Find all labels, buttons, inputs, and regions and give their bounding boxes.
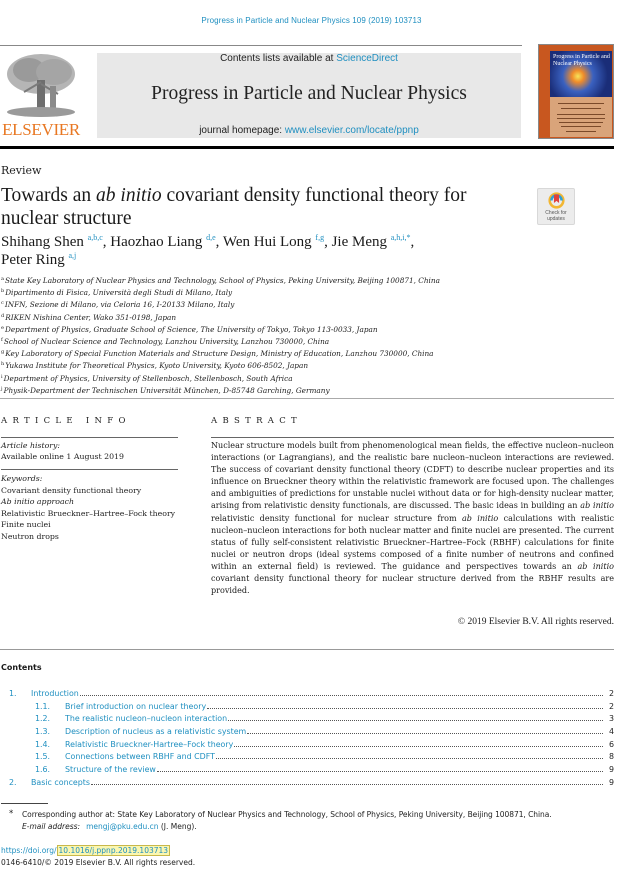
toc-entry-page: 2 [608, 689, 614, 698]
author-separator: , [410, 234, 415, 250]
doi-prefix-link[interactable]: https://doi.org/ [1, 846, 57, 855]
toc-entry-title[interactable]: Basic concepts [31, 777, 90, 787]
abstract-divider [211, 437, 614, 438]
email-link[interactable]: mengj@pku.edu.cn [86, 822, 159, 831]
toc-dot-leader [216, 753, 603, 759]
author-list [1, 233, 471, 269]
footnote-marker: * [9, 809, 14, 819]
check-for-updates-button[interactable] [537, 188, 575, 225]
abstract-italic-segment: ab initio [577, 561, 614, 571]
info-divider [1, 469, 178, 470]
affiliation-item [1, 372, 601, 384]
info-divider [1, 437, 178, 438]
toc-entry-number: 1.6. [35, 765, 51, 775]
journal-homepage-line [97, 125, 521, 136]
affiliation-key: b [1, 288, 5, 295]
contents-prefix: Contents lists available at [220, 53, 337, 64]
email-suffix: (J. Meng). [158, 822, 197, 831]
toc-entry-title[interactable]: Relativistic Brueckner-Hartree–Fock theory [65, 739, 234, 749]
masthead-divider [0, 146, 614, 149]
top-rule [0, 45, 522, 46]
toc-entry-number: 1.3. [35, 727, 51, 737]
affiliation-text: Physik-Department der Technischen Universität München, D-85748 Garching, Germany [3, 385, 330, 395]
toc-dot-leader [80, 690, 603, 696]
title-part: covariant density functional theory for nuclear structure [1, 185, 467, 229]
elsevier-wordmark: ELSEVIER [2, 120, 80, 139]
toc-entry[interactable] [0, 778, 614, 791]
abstract-copyright: © 2019 Elsevier B.V. All rights reserved. [457, 617, 614, 627]
keyword-item: Finite nuclei [1, 520, 51, 530]
toc-entry-title[interactable]: Connections between RBHF and CDFT [65, 752, 215, 762]
toc-entry[interactable] [0, 714, 614, 727]
article-type: Review [1, 164, 42, 177]
author-separator: , [102, 234, 111, 250]
affiliation-text: Department of Physics, University of Stellenbosch, Stellenbosch, South Africa [3, 373, 293, 383]
abstract-italic-segment: ab initio [461, 513, 499, 523]
affiliation-text: Key Laboratory of Special Function Materials and Structure Design, Ministry of Education, Lanzhou 730000, China [5, 349, 434, 359]
keyword-item: Ab initio approach [1, 497, 74, 507]
abstract-segment: Nuclear structure models built from phenomenological mean fields, the effective nucleon–nucleon interactions (or Lagrangians), and the realistic bare nucleon–nucleon interactions are reviewed. The success of covariant density functional theory (CDFT) to describe nuclear properties and its influence on Brueckner theory within the relativistic framework are focused upon. The challenges and ambiguities of predictions for unstable nuclei without data or for high-density nuclear matter, arising from relativistic density functionals, are discussed. The basic ideas in building an [211, 441, 614, 511]
affiliation-item [1, 359, 601, 371]
affiliation-text: Dipartimento di Fisica, Università degli Studi di Milano, Italy [5, 288, 233, 298]
affiliation-key: d [1, 312, 5, 319]
abstract-heading: ABSTRACT [211, 416, 302, 426]
affiliation-item [1, 286, 601, 298]
affiliation-key: j [1, 385, 3, 392]
cover-text-line [557, 118, 605, 119]
affiliation-key: g [1, 349, 5, 356]
toc-entry-title[interactable]: Description of nucleus as a relativistic system [65, 727, 247, 737]
toc-entry-number: 1. [9, 689, 17, 698]
toc-entry[interactable] [0, 740, 614, 753]
author[interactable] [223, 234, 324, 250]
author-affiliation-refs[interactable]: d,e [206, 233, 216, 242]
toc-entry[interactable] [0, 727, 614, 740]
keywords-list [1, 485, 175, 542]
toc-entry[interactable] [0, 702, 614, 715]
abstract-segment: calculations with realistic nucleon–nucleon interactions for both nuclear matter and finite nuclei are presented. The current status of fully self-consistent relativistic Brueckner–Hartree–Fock (RBHF) calculations for finite nuclei or neutron drops (ideal systems composed of a finite number of neutrons and confined within an external field) is reviewed. The guidance and perspectives towards an [211, 513, 614, 571]
affiliation-key: i [1, 373, 3, 380]
author[interactable] [332, 234, 411, 250]
author-name: Haozhao Liang [110, 234, 203, 250]
author-affiliation-refs[interactable]: a,h,i,* [390, 233, 411, 242]
affiliation-text: INFN, Sezione di Milano, via Celoria 16, I-20133 Milano, Italy [4, 300, 235, 310]
toc-entry-page: 9 [608, 765, 614, 775]
homepage-prefix: journal homepage: [199, 125, 285, 136]
affiliation-text: School of Nuclear Science and Technology, Lanzhou University, Lanzhou 730000, China [3, 337, 330, 347]
elsevier-tree-icon [4, 52, 78, 118]
keyword-item: Covariant density functional theory [1, 486, 142, 495]
toc-entry-number: 1.4. [35, 739, 51, 749]
sciencedirect-link[interactable]: ScienceDirect [336, 53, 398, 64]
check-for-updates-label: Check for updates [545, 210, 567, 222]
toc-entry[interactable] [0, 689, 614, 702]
toc-dot-leader [247, 728, 603, 734]
article-title [1, 184, 521, 230]
journal-masthead [97, 53, 521, 138]
cover-text-line [558, 103, 604, 104]
toc-entry-title[interactable]: The realistic nucleon–nucleon interaction [65, 714, 228, 724]
author[interactable] [1, 252, 76, 268]
toc-entry[interactable] [0, 765, 614, 778]
crossmark-icon [548, 192, 565, 209]
affiliation-item [1, 274, 601, 286]
affiliation-text: Yukawa Institute for Theoretical Physics, Kyoto University, Kyoto 606-8502, Japan [5, 361, 309, 371]
toc-entry[interactable] [0, 752, 614, 765]
toc-entry-title[interactable]: Structure of the review [65, 765, 156, 775]
author-separator: , [215, 234, 223, 250]
toc-entry-number: 1.1. [35, 701, 51, 711]
affiliation-key: f [1, 337, 3, 344]
article-info-heading: ARTICLE INFO [1, 416, 131, 426]
affiliation-item [1, 347, 601, 359]
keyword-item: Relativistic Brueckner–Hartree–Fock theory [1, 508, 176, 518]
author-name: Wen Hui Long [222, 234, 312, 250]
email-line [22, 822, 197, 831]
doi-line [1, 846, 170, 855]
toc-entry-title[interactable]: Brief introduction on nuclear theory [65, 701, 207, 711]
affiliation-key: h [1, 361, 5, 368]
cover-panel [550, 51, 612, 137]
abstract-segment: relativistic density functional for nuclear structure from [211, 513, 462, 523]
toc-entry-page: 6 [608, 739, 614, 749]
affiliation-item [1, 311, 601, 323]
affiliation-item [1, 384, 601, 396]
cover-text-line [557, 114, 605, 115]
journal-title: Progress in Particle and Nuclear Physics [151, 83, 467, 104]
toc-dot-leader [234, 741, 603, 747]
author-affiliation-refs[interactable]: f,g [315, 233, 325, 242]
abstract-italic-segment: ab initio [580, 501, 614, 511]
toc-dot-leader [228, 715, 603, 721]
abstract-segment: covariant density functional theory for nuclear structure derived from the RBHF results are provided. [211, 574, 614, 596]
toc-entry-title[interactable]: Introduction [31, 689, 79, 698]
author-affiliation-refs[interactable]: a,b,c [87, 233, 103, 242]
elsevier-logo[interactable] [0, 52, 82, 140]
abstract-text [211, 440, 614, 597]
author-name: Shihang Shen [1, 234, 84, 250]
toc-entry-page: 4 [608, 727, 614, 737]
cover-text-line [561, 126, 601, 127]
article-history-label: Article history: [1, 441, 61, 450]
affiliation-list [1, 274, 601, 396]
toc-dot-leader [157, 766, 603, 772]
author[interactable] [1, 234, 103, 250]
footnote-divider [1, 803, 48, 804]
affiliation-item [1, 323, 601, 335]
article-history-value: Available online 1 August 2019 [1, 452, 124, 461]
section-divider [0, 398, 614, 399]
author-name: Jie Meng [331, 234, 387, 250]
running-header[interactable]: Progress in Particle and Nuclear Physics 109 (2019) 103713 [201, 16, 422, 25]
author-separator: , [324, 234, 332, 250]
affiliation-key: a [1, 276, 4, 282]
contents-divider [0, 649, 614, 650]
keywords-label: Keywords: [1, 474, 43, 483]
corresponding-author-note: Corresponding author at: State Key Laboratory of Nuclear Physics and Technology, School of Physics, Peking University, Beijing 100871, China. [22, 810, 552, 819]
doi-link[interactable]: 10.1016/j.ppnp.2019.103713 [58, 846, 169, 855]
toc-dot-leader [207, 703, 603, 709]
affiliation-item [1, 335, 601, 347]
journal-homepage-link[interactable]: www.elsevier.com/locate/ppnp [284, 125, 419, 136]
cover-text-line [561, 108, 601, 109]
affiliation-text: RIKEN Nishina Center, Wako 351-0198, Japan [5, 312, 177, 322]
toc-entry-page: 2 [608, 701, 614, 711]
toc-entry-page: 3 [608, 714, 614, 724]
affiliation-key: c [1, 300, 4, 307]
affiliation-item [1, 298, 601, 310]
toc-dot-leader [91, 779, 603, 785]
author-name: Peter Ring [1, 252, 65, 268]
contents-available-line [97, 53, 521, 64]
journal-cover-image[interactable] [538, 44, 614, 139]
email-label: E-mail address: [22, 822, 81, 831]
cover-title: Progress in Particle and Nuclear Physics [553, 54, 610, 67]
author[interactable] [110, 234, 215, 250]
title-italic-part: ab initio [96, 185, 162, 206]
issn-copyright-line: 0146-6410/© 2019 Elsevier B.V. All rights reserved. [1, 858, 196, 867]
author-affiliation-refs[interactable]: a,j [68, 251, 77, 260]
toc-entry-number: 2. [9, 777, 17, 787]
toc-entry-page: 8 [608, 752, 614, 762]
title-part: Towards an [1, 185, 97, 206]
table-of-contents [0, 689, 614, 791]
toc-entry-number: 1.5. [35, 752, 51, 762]
affiliation-text: Department of Physics, Graduate School of Science, The University of Tokyo, Tokyo 113-0033, Japan [4, 324, 378, 334]
keyword-item: Neutron drops [1, 531, 59, 541]
cover-text-line [566, 131, 596, 132]
cover-text-line [559, 122, 603, 123]
affiliation-key: e [1, 324, 4, 331]
toc-entry-number: 1.2. [35, 714, 51, 724]
contents-heading: Contents [1, 663, 42, 672]
affiliation-text: State Key Laboratory of Nuclear Physics and Technology, School of Physics, Peking University, Beijing 100871, China [4, 276, 440, 285]
toc-entry-page: 9 [608, 777, 614, 787]
